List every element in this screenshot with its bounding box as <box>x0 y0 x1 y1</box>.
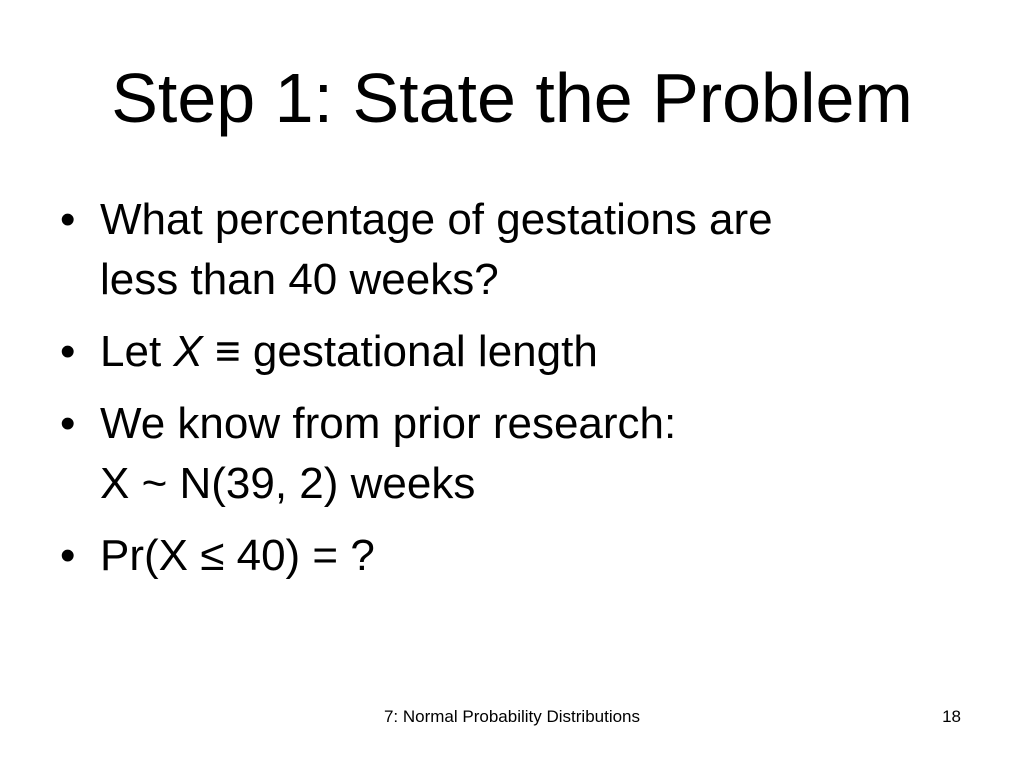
bullet-marker: • <box>60 195 76 244</box>
bullet-marker: • <box>60 327 76 376</box>
bullet-item <box>60 190 960 310</box>
bullet-text-line: Pr(X ≤ 40) = ? <box>100 531 375 580</box>
bullet-prefix: Let <box>100 327 174 376</box>
bullet-text-line: We know from prior research: <box>100 399 677 448</box>
footer-page-number: 18 <box>942 707 961 726</box>
slide-title: Step 1: State the Problem <box>111 59 913 137</box>
bullet-suffix: ≡ gestational length <box>202 327 598 376</box>
bullet-text-line: less than 40 weeks? <box>100 255 499 304</box>
bullet-text-line: What percentage of gestations are <box>100 195 773 244</box>
bullet-item <box>60 526 960 586</box>
bullet-item <box>60 394 960 514</box>
bullet-text-line: X ~ N(39, 2) weeks <box>100 459 476 508</box>
variable-x: X <box>173 327 203 376</box>
bullet-text-line <box>100 322 960 382</box>
bullet-marker: • <box>60 531 76 580</box>
bullet-list <box>60 190 960 598</box>
bullet-marker: • <box>60 399 76 448</box>
footer-chapter-title: 7: Normal Probability Distributions <box>383 707 641 726</box>
bullet-item <box>60 322 960 382</box>
